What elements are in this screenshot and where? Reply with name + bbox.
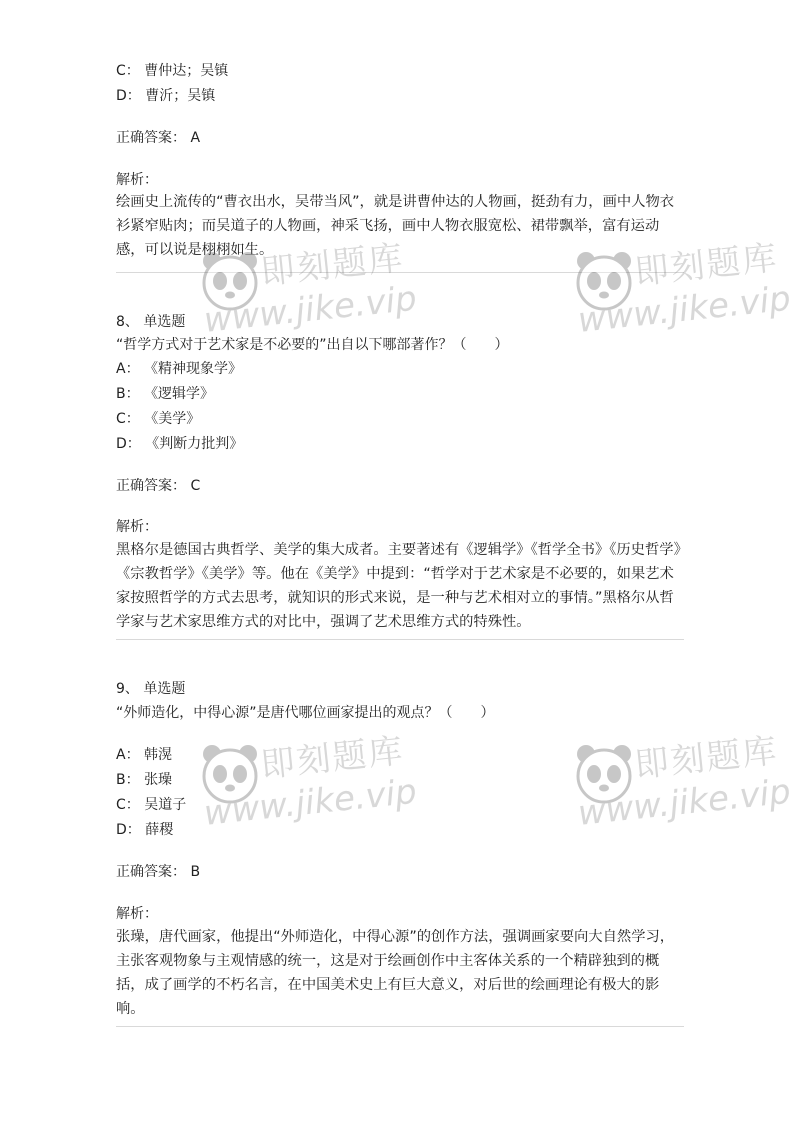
option-c: C： 《美学》 [116, 411, 201, 427]
analysis-label: 解析： [116, 172, 158, 188]
watermark-brand: 即刻题库 [258, 730, 407, 786]
option-d: D： 曹沂；吴镇 [116, 88, 216, 104]
divider [116, 1026, 684, 1027]
panda-icon [198, 742, 262, 806]
analysis-label: 解析： [116, 519, 158, 535]
question-stem: “哲学方式对于艺术家是不必要的”出自以下哪部著作？（ ） [116, 337, 509, 353]
divider [116, 272, 684, 273]
watermark [572, 730, 793, 848]
analysis-text: 绘画史上流传的“曹衣出水，吴带当风”，就是讲曹仲达的人物画，挺劲有力，画中人物衣衫紧窄贴肉；而吴道子的人物画，神采飞扬，画中人物衣服宽松、裙带飘举，富有运动感，可以说是栩栩如生。 [116, 194, 675, 258]
divider [116, 639, 684, 640]
watermark-brand: 即刻题库 [258, 237, 407, 293]
option-d: D： 薛稷 [116, 822, 174, 838]
watermark-brand: 即刻题库 [632, 237, 781, 293]
question-number: 8、 单选题 [116, 314, 186, 330]
watermark-url: www.jike.vip [576, 771, 793, 834]
question-number: 9、 单选题 [116, 681, 186, 697]
correct-answer: 正确答案： B [116, 864, 201, 880]
correct-answer: 正确答案： A [116, 130, 201, 146]
analysis-text: 黑格尔是德国古典哲学、美学的集大成者。主要著述有《逻辑学》《哲学全书》《历史哲学》《宗教哲学》《美学》等。他在《美学》中提到：“哲学对于艺术家是不必要的，如果艺术家按照哲学的方式去思考，就知识的形式来说，是一种与艺术相对立的事情。”黑格尔从哲学家与艺术家思维方式的对比中，强调了艺术思维方式的特殊性。 [116, 542, 681, 630]
option-a: A： 《精神现象学》 [116, 361, 243, 377]
analysis-text: 张璪，唐代画家，他提出“外师造化，中得心源”的创作方法，强调画家要向大自然学习，主张客观物象与主观情感的统一，这是对于绘画创作中主客体关系的一个精辟独到的概括，成了画学的不朽名言，在中国美术史上有巨大意义，对后世的绘画理论有极大的影响。 [116, 929, 675, 1017]
watermark-url: www.jike.vip [202, 771, 419, 834]
option-b: B： 张璪 [116, 772, 173, 788]
option-c: C： 曹仲达；吴镇 [116, 63, 229, 79]
option-a: A： 韩滉 [116, 747, 173, 763]
correct-answer: 正确答案： C [116, 478, 201, 494]
watermark-url: www.jike.vip [202, 278, 419, 341]
analysis-label: 解析： [116, 906, 158, 922]
option-c: C： 吴道子 [116, 797, 187, 813]
watermark [198, 730, 438, 848]
watermark-url: www.jike.vip [576, 278, 793, 341]
panda-icon [572, 742, 636, 806]
watermark-brand: 即刻题库 [632, 730, 781, 786]
question-stem: “外师造化，中得心源”是唐代哪位画家提出的观点？（ ） [116, 705, 495, 721]
option-d: D： 《判断力批判》 [116, 436, 244, 452]
option-b: B： 《逻辑学》 [116, 386, 215, 402]
